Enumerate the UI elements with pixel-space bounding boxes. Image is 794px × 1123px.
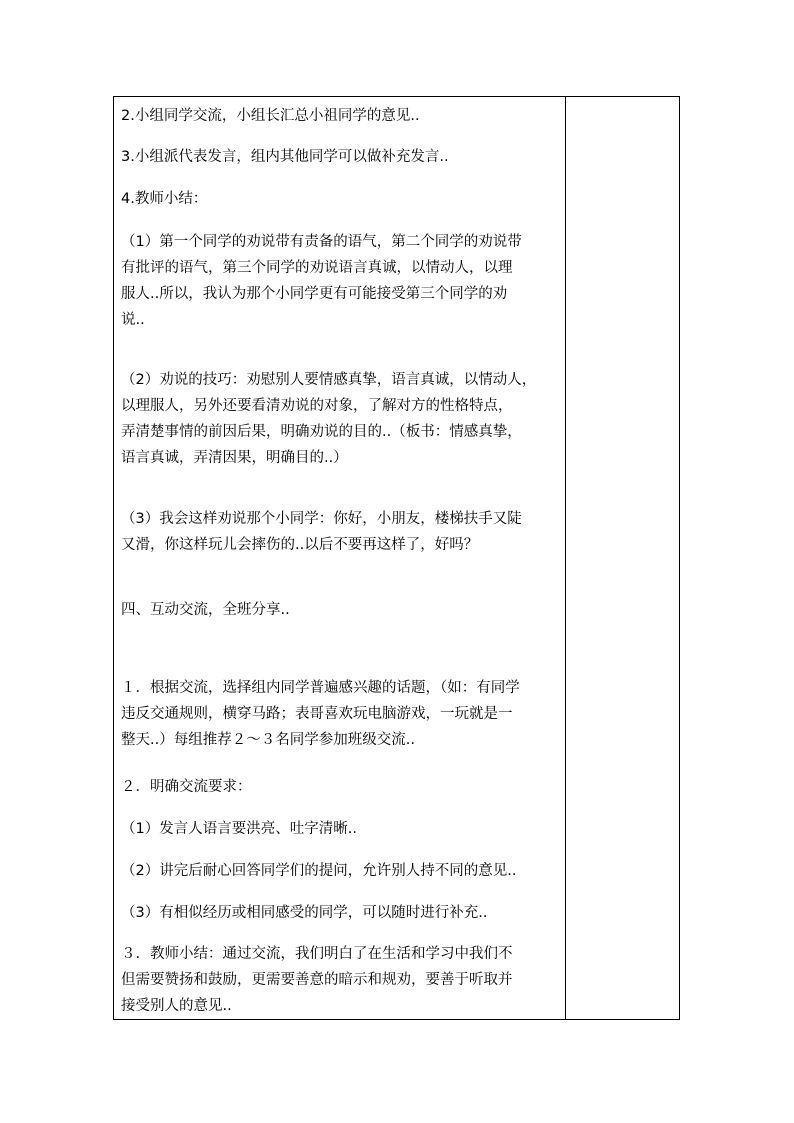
text-line: （2）劝说的技巧：劝慰别人要情感真挚，语言真诚，以情动人，: [121, 372, 537, 388]
text-line: 弄清楚事情的前因后果，明确劝说的目的..（板书：情感真挚，: [121, 424, 522, 440]
text-line: 违反交通规则，横穿马路；表哥喜欢玩电脑游戏，一玩就是一: [121, 706, 513, 722]
paragraph: [121, 900, 561, 926]
paragraph: [121, 858, 561, 884]
text-line: （1）第一个同学的劝说带有责备的语气，第二个同学的劝说带: [121, 234, 522, 250]
text-line: （2）讲完后耐心回答同学们的提问，允许别人持不同的意见..: [121, 863, 517, 879]
text-line: 服人..所以，我认为那个小同学更有可能接受第三个同学的劝: [121, 286, 508, 302]
text-line: 整天..）每组推荐２～３名同学参加班级交流..: [121, 732, 415, 748]
text-line: 语言真诚，弄清因果，明确目的..）: [121, 450, 348, 466]
notes-cell: [566, 97, 679, 1019]
text-line: １．根据交流，选择组内同学普遍感兴趣的话题，（如：有同学: [121, 680, 520, 696]
paragraph: [121, 367, 561, 471]
paragraph: [121, 941, 561, 1019]
text-line: 接受别人的意见..: [121, 998, 232, 1014]
text-line: （3）我会这样劝说那个小同学：你好，小朋友，楼梯扶手又陡: [121, 511, 522, 527]
text-line: ２．明确交流要求：: [121, 779, 252, 795]
text-line: 2.小组同学交流，小组长汇总小祖同学的意见..: [121, 108, 420, 124]
text-line: 但需要赞扬和鼓励，更需要善意的暗示和规劝，要善于听取并: [121, 972, 513, 988]
text-line: （3）有相似经历或相同感受的同学，可以随时进行补充..: [121, 905, 488, 921]
text-line: （1）发言人语言要洪亮、吐字清晰..: [121, 821, 357, 837]
paragraph: [121, 506, 561, 558]
paragraph: [121, 186, 561, 212]
text-line: 3.小组派代表发言，组内其他同学可以做补充发言..: [121, 149, 449, 165]
paragraph: [121, 229, 561, 333]
text-line: ３．教师小结：通过交流，我们明白了在生活和学习中我们不: [121, 946, 513, 962]
paragraph: [121, 675, 561, 753]
text-line: 以理服人，另外还要看清劝说的对象，了解对方的性格特点，: [121, 398, 513, 414]
content-cell: [114, 97, 566, 1019]
paragraph: [121, 144, 561, 170]
text-line: 有批评的语气，第三个同学的劝说语言真诚，以情动人，以理: [121, 260, 513, 276]
lesson-table: [113, 96, 680, 1020]
paragraph: [121, 816, 561, 842]
paragraph: [121, 774, 561, 800]
text-line: 说..: [121, 312, 145, 328]
paragraph: [121, 597, 561, 623]
paragraph: [121, 103, 561, 129]
text-line: 又滑，你这样玩儿会摔伤的..以后不要再这样了，好吗？: [121, 537, 479, 553]
text-line: 4.教师小结：: [121, 191, 208, 207]
text-line: 四、互动交流，全班分享..: [121, 602, 290, 618]
